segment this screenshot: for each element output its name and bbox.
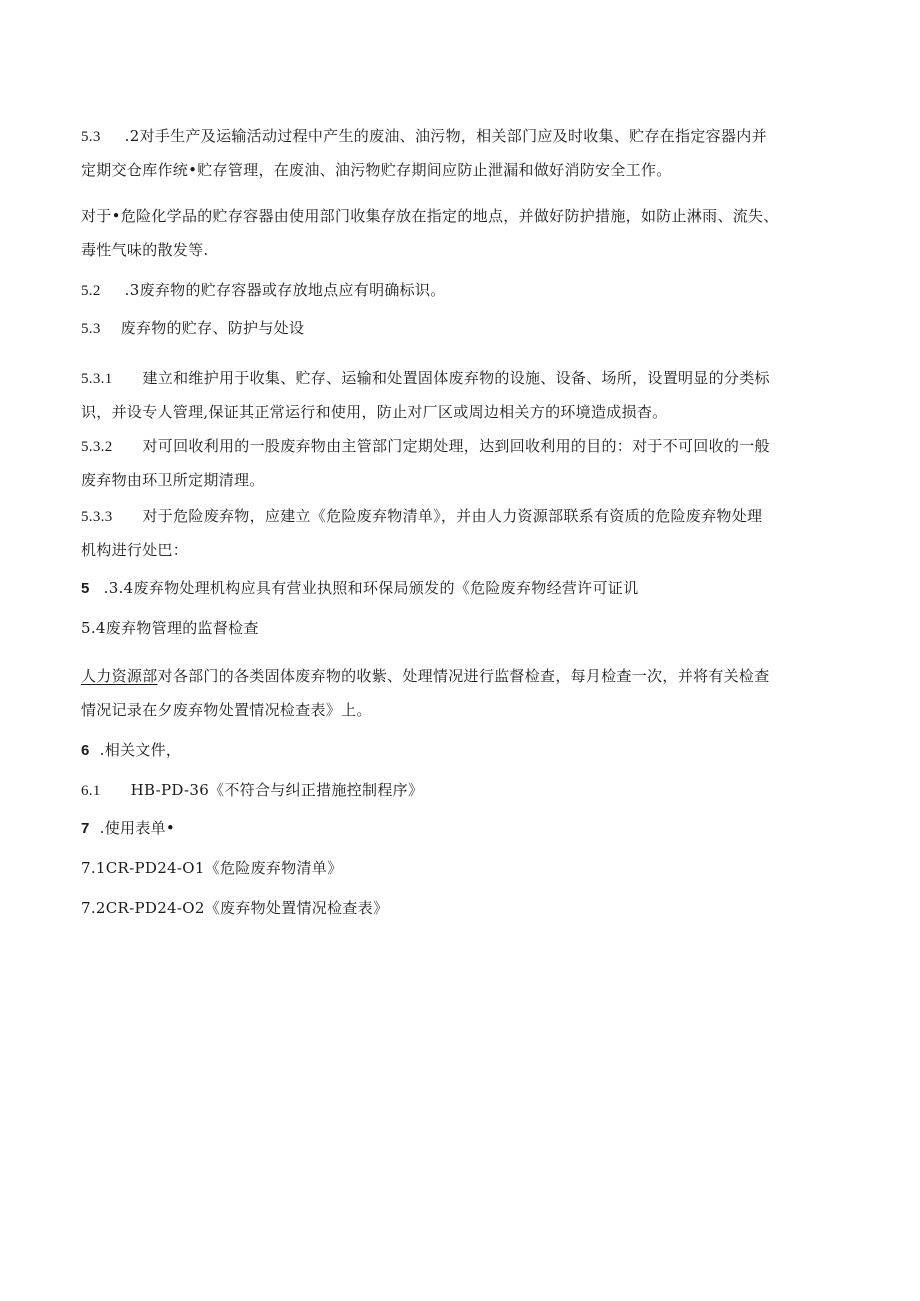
heading-text: .使用表单• bbox=[99, 819, 176, 837]
para-5-2-3 bbox=[81, 280, 446, 301]
item-7-1 bbox=[81, 858, 342, 878]
underlined-department: 人力资源部 bbox=[81, 667, 158, 685]
para-5-3-3-line1 bbox=[81, 506, 762, 527]
para-text: 对于•危险化学品的贮存容器由使用部门收集存放在指定的地点，并做好防护措施，如防止淋雨、流失、 bbox=[81, 207, 779, 225]
para-5-3-2-line2 bbox=[81, 160, 672, 180]
para-5-3-2b-line1 bbox=[81, 436, 770, 457]
heading-5-4 bbox=[81, 618, 259, 638]
para-text: 对于危险废弃物，应建立《危险废弃物清单》，并由人力资源部联系有资质的危险废弃物处理 bbox=[142, 507, 763, 525]
section-number: 5.3.2 bbox=[81, 439, 113, 455]
para-text: 废弃物由环卫所定期清理。 bbox=[81, 471, 265, 489]
para-5-3-4 bbox=[81, 578, 638, 599]
para-5-3-2-line1 bbox=[81, 126, 767, 147]
item-6-1 bbox=[81, 780, 423, 801]
para-text: 机构进行处巴： bbox=[81, 541, 189, 559]
para-5-3-1-line1 bbox=[81, 368, 770, 389]
section-number: 7 bbox=[81, 820, 90, 837]
item-text: 7.2CR-PD24-O2《废弃物处置情况检查表》 bbox=[81, 899, 389, 917]
section-number: 5.3 bbox=[81, 321, 101, 337]
para-hazardous-chem-line1 bbox=[81, 206, 779, 226]
para-hr-line2 bbox=[81, 700, 372, 720]
heading-text: 5.4废弃物管理的监督检查 bbox=[81, 619, 259, 637]
para-5-3-2b-line2 bbox=[81, 470, 265, 490]
section-number: 5.3.1 bbox=[81, 371, 113, 387]
section-number: 5.3 bbox=[81, 129, 101, 145]
item-7-2 bbox=[81, 898, 388, 918]
para-5-3-1-line2 bbox=[81, 402, 667, 422]
item-text: HB-PD-36《不符合与纠正措施控制程序》 bbox=[130, 781, 424, 799]
heading-7 bbox=[81, 818, 175, 839]
heading-5-3 bbox=[81, 318, 304, 339]
para-text: .3废弃物的贮存容器或存放地点应有明确标识。 bbox=[124, 281, 446, 299]
para-hr-line1 bbox=[81, 666, 770, 686]
section-number: 5.3.3 bbox=[81, 509, 113, 525]
para-text: 对各部门的各类固体废弃物的收紫、处理情况进行监督检查，每月检查一次，并将有关检查 bbox=[157, 667, 770, 685]
para-text: .3.4废弃物处理机构应具有营业执照和环保局颁发的《危险废弃物经营许可证讥 bbox=[103, 579, 639, 597]
para-text: 毒性气味的散发等. bbox=[81, 241, 209, 259]
heading-6 bbox=[81, 740, 181, 761]
para-text: 识，并设专人管理,保证其正常运行和使用，防止对厂区或周边相关方的环境造成损杳。 bbox=[81, 403, 668, 421]
section-number: 6 bbox=[81, 742, 90, 759]
para-text: 对可回收利用的一股废弃物由主管部门定期处理，达到回收利用的目的：对于不可回收的一般 bbox=[142, 437, 770, 455]
para-text: 建立和维护用于收集、贮存、运输和处置固体废弃物的设施、设备、场所，设置明显的分类标 bbox=[142, 369, 770, 387]
section-number: 5.2 bbox=[81, 283, 101, 299]
section-number: 5 bbox=[81, 580, 90, 597]
heading-text: .相关文件， bbox=[99, 741, 182, 759]
para-5-3-3-line2 bbox=[81, 540, 188, 560]
para-text: .2对手生产及运输活动过程中产生的废油、油污物，相关部门应及时收集、贮存在指定容器内并 bbox=[124, 127, 767, 145]
heading-text: 废弃物的贮存、防护与处设 bbox=[120, 319, 305, 337]
para-hazardous-chem-line2 bbox=[81, 240, 208, 260]
para-text: 情况记录在夕废弃物处置情况检查表》上。 bbox=[81, 701, 372, 719]
section-number: 6.1 bbox=[81, 783, 101, 799]
item-text: 7.1CR-PD24-O1《危险废弃物清单》 bbox=[81, 859, 343, 877]
para-text: 定期交仓库作统•贮存管理，在废油、油污物贮存期间应防止泄漏和做好消防安全工作。 bbox=[81, 161, 672, 179]
